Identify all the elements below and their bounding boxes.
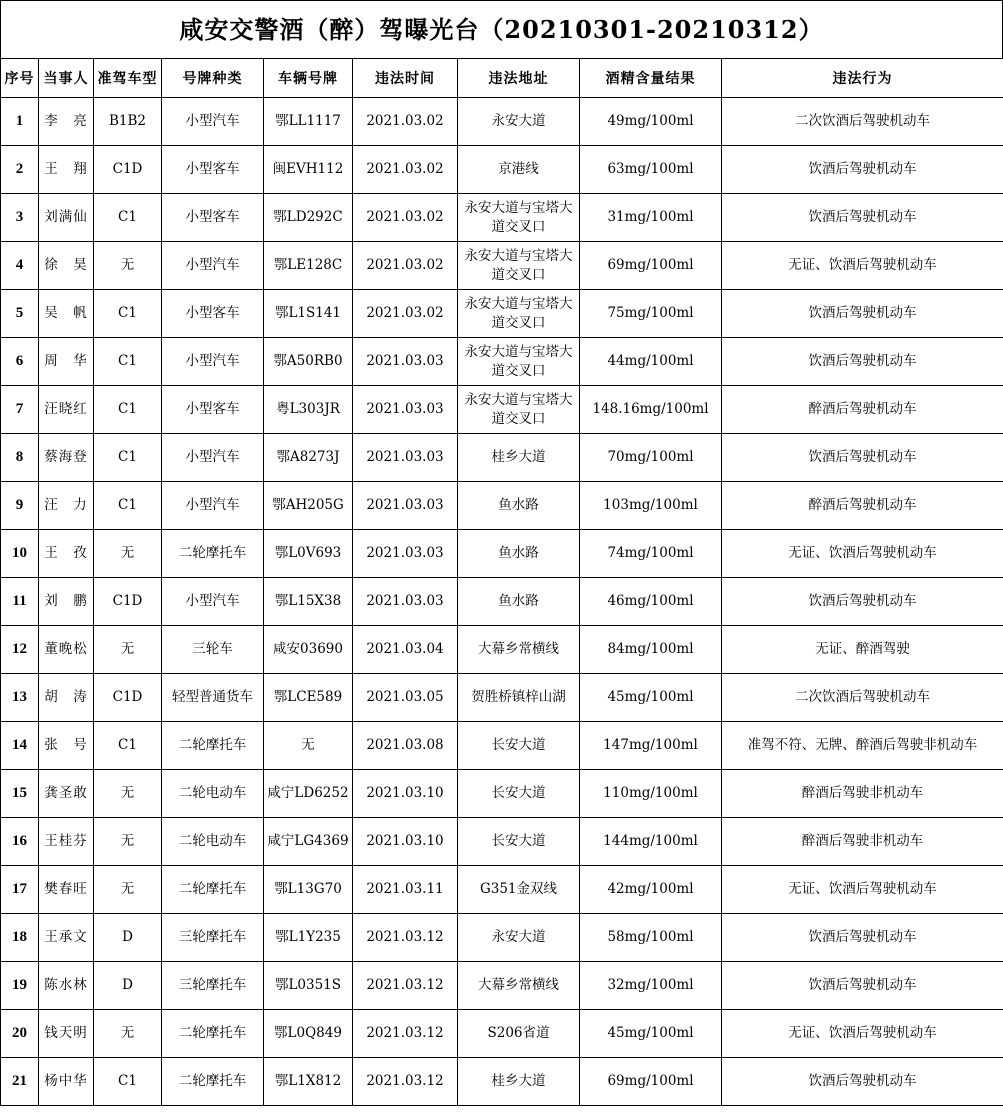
cell-violation: 醉酒后驾驶机动车	[722, 386, 1003, 434]
cell-plate-type: 二轮摩托车	[162, 1010, 264, 1058]
cell-party: 蔡海登	[39, 434, 94, 482]
cell-date: 2021.03.10	[353, 770, 458, 818]
cell-index: 1	[1, 98, 39, 146]
cell-violation: 醉酒后驾驶机动车	[722, 482, 1003, 530]
cell-plate-number: 粤L303JR	[264, 386, 353, 434]
cell-location: 永安大道与宝塔大道交叉口	[458, 386, 580, 434]
cell-license-class: C1D	[94, 674, 162, 722]
page-title: 咸安交警酒（醉）驾曝光台（20210301-20210312）	[0, 0, 1003, 58]
cell-alcohol: 103mg/100ml	[580, 482, 722, 530]
cell-violation: 饮酒后驾驶机动车	[722, 1058, 1003, 1106]
cell-license-class: C1	[94, 482, 162, 530]
cell-license-class: C1	[94, 722, 162, 770]
cell-plate-number: 鄂A50RB0	[264, 338, 353, 386]
cell-date: 2021.03.05	[353, 674, 458, 722]
cell-alcohol: 144mg/100ml	[580, 818, 722, 866]
cell-location: 永安大道与宝塔大道交叉口	[458, 194, 580, 242]
cell-date: 2021.03.03	[353, 530, 458, 578]
cell-plate-type: 小型客车	[162, 386, 264, 434]
cell-license-class: C1D	[94, 578, 162, 626]
cell-date: 2021.03.03	[353, 386, 458, 434]
cell-license-class: 无	[94, 866, 162, 914]
cell-alcohol: 75mg/100ml	[580, 290, 722, 338]
cell-index: 10	[1, 530, 39, 578]
cell-plate-type: 二轮摩托车	[162, 530, 264, 578]
cell-plate-type: 二轮摩托车	[162, 1058, 264, 1106]
cell-violation: 饮酒后驾驶机动车	[722, 290, 1003, 338]
cell-alcohol: 31mg/100ml	[580, 194, 722, 242]
cell-location: 桂乡大道	[458, 1058, 580, 1106]
table-row	[1, 482, 1003, 530]
cell-plate-type: 小型客车	[162, 146, 264, 194]
cell-location: 永安大道	[458, 914, 580, 962]
table-row	[1, 338, 1003, 386]
cell-date: 2021.03.02	[353, 98, 458, 146]
cell-plate-number: 鄂L1Y235	[264, 914, 353, 962]
cell-plate-number: 无	[264, 722, 353, 770]
cell-index: 5	[1, 290, 39, 338]
cell-plate-type: 二轮摩托车	[162, 866, 264, 914]
cell-alcohol: 45mg/100ml	[580, 1010, 722, 1058]
violation-table	[0, 58, 1003, 1106]
cell-violation: 无证、饮酒后驾驶机动车	[722, 1010, 1003, 1058]
cell-location: 长安大道	[458, 770, 580, 818]
cell-party: 杨中华	[39, 1058, 94, 1106]
cell-location: 桂乡大道	[458, 434, 580, 482]
cell-plate-number: 鄂L0Q849	[264, 1010, 353, 1058]
table-row	[1, 242, 1003, 290]
cell-location: 鱼水路	[458, 530, 580, 578]
cell-violation: 饮酒后驾驶机动车	[722, 434, 1003, 482]
cell-index: 6	[1, 338, 39, 386]
cell-license-class: 无	[94, 242, 162, 290]
table-row	[1, 722, 1003, 770]
cell-index: 3	[1, 194, 39, 242]
cell-index: 15	[1, 770, 39, 818]
cell-plate-type: 二轮电动车	[162, 770, 264, 818]
cell-location: 京港线	[458, 146, 580, 194]
cell-party: 李 亮	[39, 98, 94, 146]
cell-index: 2	[1, 146, 39, 194]
cell-alcohol: 74mg/100ml	[580, 530, 722, 578]
cell-violation: 二次饮酒后驾驶机动车	[722, 98, 1003, 146]
cell-date: 2021.03.12	[353, 1058, 458, 1106]
cell-violation: 醉酒后驾驶非机动车	[722, 818, 1003, 866]
cell-date: 2021.03.02	[353, 194, 458, 242]
table-row	[1, 674, 1003, 722]
table-row	[1, 290, 1003, 338]
cell-date: 2021.03.03	[353, 578, 458, 626]
table-row	[1, 962, 1003, 1010]
table-row	[1, 818, 1003, 866]
cell-location: 永安大道与宝塔大道交叉口	[458, 290, 580, 338]
table-row	[1, 1010, 1003, 1058]
cell-license-class: 无	[94, 1010, 162, 1058]
cell-date: 2021.03.02	[353, 290, 458, 338]
cell-party: 龚圣敢	[39, 770, 94, 818]
header-violation: 违法行为	[722, 59, 1003, 98]
cell-date: 2021.03.03	[353, 338, 458, 386]
cell-party: 刘 鹏	[39, 578, 94, 626]
cell-alcohol: 69mg/100ml	[580, 242, 722, 290]
cell-alcohol: 63mg/100ml	[580, 146, 722, 194]
cell-violation: 无证、饮酒后驾驶机动车	[722, 530, 1003, 578]
cell-violation: 饮酒后驾驶机动车	[722, 338, 1003, 386]
cell-location: 大幕乡常横线	[458, 626, 580, 674]
cell-violation: 准驾不符、无牌、醉酒后驾驶非机动车	[722, 722, 1003, 770]
header-date: 违法时间	[353, 59, 458, 98]
cell-plate-number: 鄂A8273J	[264, 434, 353, 482]
cell-license-class: 无	[94, 530, 162, 578]
table-row	[1, 434, 1003, 482]
cell-alcohol: 70mg/100ml	[580, 434, 722, 482]
cell-party: 陈水林	[39, 962, 94, 1010]
cell-license-class: C1D	[94, 146, 162, 194]
table-row	[1, 866, 1003, 914]
cell-plate-number: 咸安03690	[264, 626, 353, 674]
table-header-row	[1, 59, 1003, 98]
table-row	[1, 194, 1003, 242]
cell-license-class: D	[94, 962, 162, 1010]
cell-plate-type: 三轮车	[162, 626, 264, 674]
cell-violation: 饮酒后驾驶机动车	[722, 914, 1003, 962]
cell-party: 张 号	[39, 722, 94, 770]
cell-party: 董晚松	[39, 626, 94, 674]
cell-location: S206省道	[458, 1010, 580, 1058]
cell-plate-type: 小型汽车	[162, 98, 264, 146]
cell-date: 2021.03.02	[353, 242, 458, 290]
cell-date: 2021.03.11	[353, 866, 458, 914]
cell-party: 钱天明	[39, 1010, 94, 1058]
cell-index: 11	[1, 578, 39, 626]
cell-party: 刘满仙	[39, 194, 94, 242]
cell-plate-type: 小型汽车	[162, 242, 264, 290]
cell-location: 长安大道	[458, 818, 580, 866]
cell-license-class: C1	[94, 1058, 162, 1106]
header-location: 违法地址	[458, 59, 580, 98]
cell-violation: 无证、醉酒驾驶	[722, 626, 1003, 674]
cell-index: 16	[1, 818, 39, 866]
cell-plate-type: 小型汽车	[162, 482, 264, 530]
table-row	[1, 386, 1003, 434]
cell-alcohol: 147mg/100ml	[580, 722, 722, 770]
cell-plate-number: 鄂LE128C	[264, 242, 353, 290]
cell-license-class: 无	[94, 626, 162, 674]
table-row	[1, 1058, 1003, 1106]
cell-violation: 无证、饮酒后驾驶机动车	[722, 866, 1003, 914]
cell-party: 王 孜	[39, 530, 94, 578]
cell-alcohol: 46mg/100ml	[580, 578, 722, 626]
cell-date: 2021.03.12	[353, 1010, 458, 1058]
header-index: 序号	[1, 59, 39, 98]
cell-index: 17	[1, 866, 39, 914]
cell-license-class: B1B2	[94, 98, 162, 146]
cell-alcohol: 110mg/100ml	[580, 770, 722, 818]
cell-location: 贺胜桥镇梓山湖	[458, 674, 580, 722]
cell-plate-number: 闽EVH112	[264, 146, 353, 194]
table-row	[1, 578, 1003, 626]
cell-plate-type: 小型汽车	[162, 338, 264, 386]
cell-alcohol: 84mg/100ml	[580, 626, 722, 674]
header-plate-type: 号牌种类	[162, 59, 264, 98]
cell-date: 2021.03.02	[353, 146, 458, 194]
header-alcohol: 酒精含量结果	[580, 59, 722, 98]
cell-plate-type: 三轮摩托车	[162, 914, 264, 962]
cell-location: 鱼水路	[458, 482, 580, 530]
cell-party: 王桂芬	[39, 818, 94, 866]
cell-plate-number: 咸宁LG4369	[264, 818, 353, 866]
cell-plate-type: 小型客车	[162, 290, 264, 338]
cell-index: 4	[1, 242, 39, 290]
cell-plate-number: 鄂LCE589	[264, 674, 353, 722]
cell-date: 2021.03.08	[353, 722, 458, 770]
cell-plate-number: 鄂LD292C	[264, 194, 353, 242]
cell-plate-number: 鄂L0351S	[264, 962, 353, 1010]
table-row	[1, 626, 1003, 674]
table-row	[1, 770, 1003, 818]
cell-license-class: C1	[94, 434, 162, 482]
cell-party: 汪 力	[39, 482, 94, 530]
header-plate-number: 车辆号牌	[264, 59, 353, 98]
cell-date: 2021.03.03	[353, 482, 458, 530]
header-license-class: 准驾车型	[94, 59, 162, 98]
cell-license-class: C1	[94, 338, 162, 386]
cell-alcohol: 32mg/100ml	[580, 962, 722, 1010]
cell-violation: 饮酒后驾驶机动车	[722, 146, 1003, 194]
cell-party: 王 翔	[39, 146, 94, 194]
cell-alcohol: 45mg/100ml	[580, 674, 722, 722]
cell-party: 周 华	[39, 338, 94, 386]
cell-license-class: C1	[94, 290, 162, 338]
cell-plate-type: 二轮电动车	[162, 818, 264, 866]
cell-date: 2021.03.12	[353, 962, 458, 1010]
cell-location: 大幕乡常横线	[458, 962, 580, 1010]
cell-plate-type: 小型汽车	[162, 578, 264, 626]
cell-index: 18	[1, 914, 39, 962]
cell-violation: 饮酒后驾驶机动车	[722, 578, 1003, 626]
cell-date: 2021.03.12	[353, 914, 458, 962]
cell-location: G351金双线	[458, 866, 580, 914]
cell-party: 王承文	[39, 914, 94, 962]
cell-alcohol: 58mg/100ml	[580, 914, 722, 962]
cell-alcohol: 49mg/100ml	[580, 98, 722, 146]
cell-party: 樊春旺	[39, 866, 94, 914]
cell-index: 8	[1, 434, 39, 482]
cell-plate-type: 二轮摩托车	[162, 722, 264, 770]
cell-location: 永安大道与宝塔大道交叉口	[458, 242, 580, 290]
cell-alcohol: 69mg/100ml	[580, 1058, 722, 1106]
cell-plate-type: 轻型普通货车	[162, 674, 264, 722]
cell-index: 12	[1, 626, 39, 674]
cell-license-class: C1	[94, 194, 162, 242]
cell-violation: 饮酒后驾驶机动车	[722, 194, 1003, 242]
cell-alcohol: 148.16mg/100ml	[580, 386, 722, 434]
cell-plate-number: 鄂L15X38	[264, 578, 353, 626]
cell-index: 7	[1, 386, 39, 434]
cell-index: 13	[1, 674, 39, 722]
cell-plate-type: 三轮摩托车	[162, 962, 264, 1010]
cell-plate-number: 鄂L0V693	[264, 530, 353, 578]
cell-index: 19	[1, 962, 39, 1010]
cell-plate-number: 咸宁LD6252	[264, 770, 353, 818]
cell-index: 9	[1, 482, 39, 530]
cell-alcohol: 44mg/100ml	[580, 338, 722, 386]
cell-plate-number: 鄂LL1117	[264, 98, 353, 146]
cell-plate-type: 小型客车	[162, 194, 264, 242]
cell-plate-number: 鄂L13G70	[264, 866, 353, 914]
cell-license-class: 无	[94, 770, 162, 818]
cell-party: 吴 帆	[39, 290, 94, 338]
cell-plate-number: 鄂L1X812	[264, 1058, 353, 1106]
cell-index: 20	[1, 1010, 39, 1058]
cell-date: 2021.03.03	[353, 434, 458, 482]
table-row	[1, 98, 1003, 146]
cell-violation: 无证、饮酒后驾驶机动车	[722, 242, 1003, 290]
cell-party: 徐 昊	[39, 242, 94, 290]
header-party: 当事人	[39, 59, 94, 98]
table-body	[1, 98, 1003, 1106]
cell-violation: 饮酒后驾驶机动车	[722, 962, 1003, 1010]
table-row	[1, 914, 1003, 962]
cell-party: 胡 涛	[39, 674, 94, 722]
cell-license-class: C1	[94, 386, 162, 434]
cell-index: 21	[1, 1058, 39, 1106]
cell-plate-number: 鄂AH205G	[264, 482, 353, 530]
cell-license-class: 无	[94, 818, 162, 866]
cell-location: 鱼水路	[458, 578, 580, 626]
cell-violation: 二次饮酒后驾驶机动车	[722, 674, 1003, 722]
cell-location: 长安大道	[458, 722, 580, 770]
cell-plate-number: 鄂L1S141	[264, 290, 353, 338]
cell-date: 2021.03.04	[353, 626, 458, 674]
cell-location: 永安大道	[458, 98, 580, 146]
cell-party: 汪晓红	[39, 386, 94, 434]
cell-location: 永安大道与宝塔大道交叉口	[458, 338, 580, 386]
cell-index: 14	[1, 722, 39, 770]
cell-license-class: D	[94, 914, 162, 962]
cell-date: 2021.03.10	[353, 818, 458, 866]
cell-alcohol: 42mg/100ml	[580, 866, 722, 914]
cell-plate-type: 小型汽车	[162, 434, 264, 482]
cell-violation: 醉酒后驾驶非机动车	[722, 770, 1003, 818]
table-row	[1, 530, 1003, 578]
table-row	[1, 146, 1003, 194]
